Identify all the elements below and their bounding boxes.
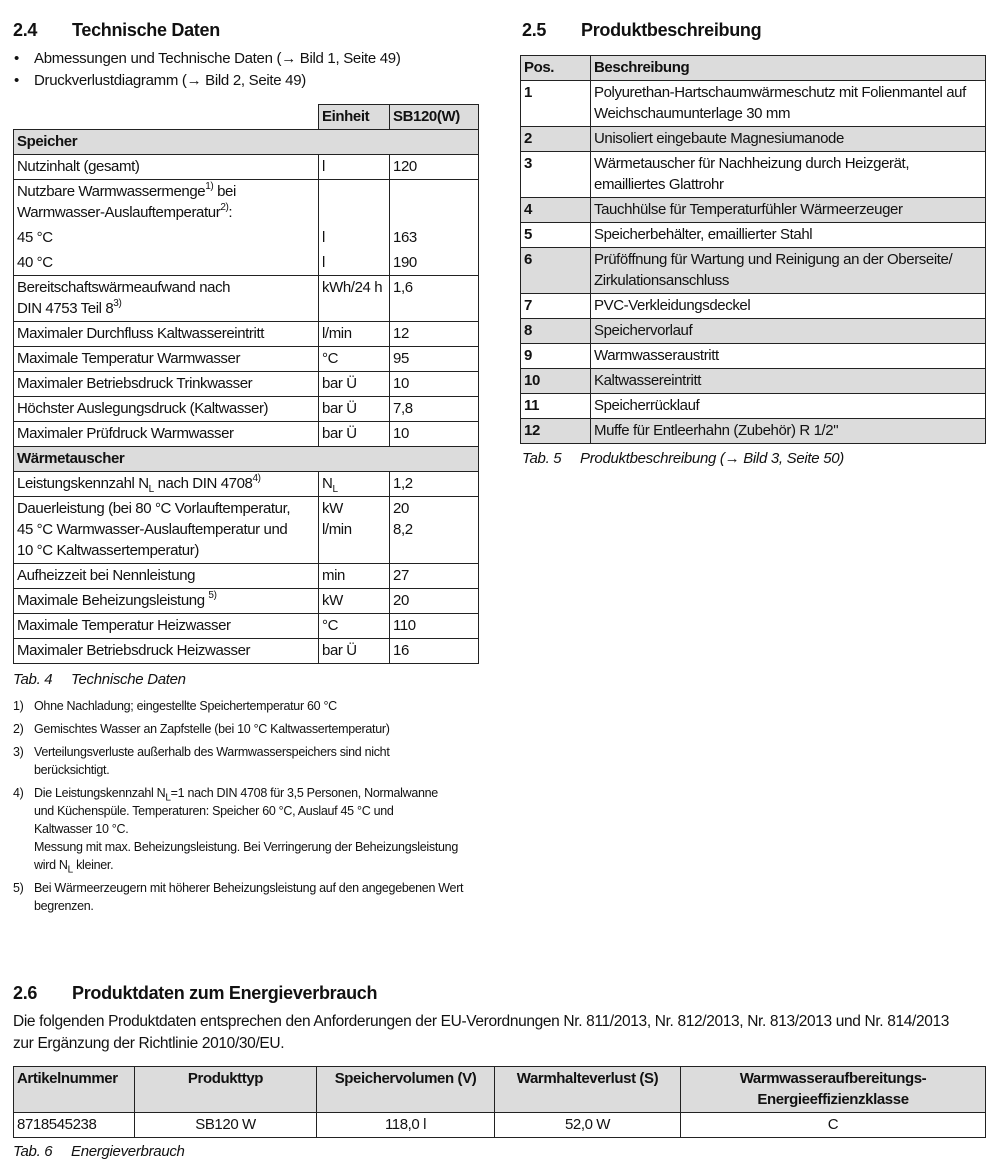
caption-text: Energieverbrauch [71, 1143, 185, 1160]
value-text: 163 [393, 229, 417, 246]
table-row [14, 639, 479, 664]
unit-text: l [322, 254, 325, 271]
row-pos: 8 [521, 319, 591, 344]
footnote-ref: 1) [205, 181, 214, 192]
paragraph-line: Die folgenden Produktdaten entsprechen den Anforderungen der EU-Verordnungen Nr. 811/2013, Nr. 812/2013, Nr. 813/2013 und Nr. 814/2013 [13, 1013, 950, 1030]
section-number: 2.4 [13, 20, 38, 40]
footnote-number: 5) [13, 881, 24, 895]
label-text: 10 °C Kaltwassertemperatur) [17, 542, 199, 559]
row-value: 10 [390, 372, 479, 397]
subscript: L [148, 484, 154, 495]
table-row [14, 564, 479, 589]
footnote-text: und Küchenspüle. Temperaturen: Speicher 60 °C, Auslauf 45 °C und [34, 804, 394, 818]
row-unit: bar Ü [319, 397, 390, 422]
unit-text: N [322, 475, 333, 492]
text-fragment: =1 nach DIN 4708 für 3,5 Personen, Normalwanne [170, 786, 438, 800]
label-text: nach DIN 4708 [153, 475, 253, 492]
list-item: • Druckverlustdiagramm (→ Bild 2, Seite 49) [13, 70, 483, 92]
row-label: Maximale Temperatur Heizwasser [14, 614, 319, 639]
row-description: Unisoliert eingebaute Magnesiumanode [591, 127, 986, 152]
row-description: Speicherrücklauf [591, 394, 986, 419]
row-description: PVC-Verkleidungsdeckel [591, 294, 986, 319]
row-pos: 1 [521, 81, 591, 127]
row-label: Maximaler Durchfluss Kaltwassereintritt [14, 322, 319, 347]
label-text: Leistungskennzahl N [17, 475, 149, 492]
row-label [14, 472, 319, 497]
row-label: Höchster Auslegungsdruck (Kaltwasser) [14, 397, 319, 422]
subscript: L [165, 792, 171, 804]
row-label [14, 589, 319, 614]
footnote-number: 4) [13, 786, 24, 800]
paragraph-line: zur Ergänzung der Richtlinie 2010/30/EU. [13, 1035, 285, 1052]
table-row [521, 419, 986, 444]
description-text: emailliertes Glattrohr [594, 176, 724, 193]
label-text: Warmwasser-Auslauftemperatur [17, 204, 221, 221]
label-text: : [228, 204, 233, 221]
text-fragment: kleiner. [72, 858, 114, 872]
table-row [521, 319, 986, 344]
footnote-text: begrenzen. [34, 899, 94, 913]
subscript: L [67, 864, 73, 876]
reference-list [13, 48, 483, 92]
intro-paragraph [13, 1011, 993, 1055]
section-heading-2-4 [13, 19, 220, 41]
table-row [14, 472, 479, 497]
row-pos: 11 [521, 394, 591, 419]
section-title: Technische Daten [72, 20, 220, 40]
table-caption-tab4 [13, 670, 186, 690]
energy-table [13, 1066, 986, 1138]
row-pos: 9 [521, 344, 591, 369]
caption-text: Technische Daten [71, 671, 186, 688]
row-pos: 3 [521, 152, 591, 198]
cell-effizienzklasse: C [681, 1113, 986, 1138]
cell-produkttyp: SB120 W [135, 1113, 317, 1138]
footnote-text: Messung mit max. Beheizungsleistung. Bei Verringerung der Beheizungsleistung [34, 840, 458, 854]
footnote-text [34, 784, 483, 802]
row-value: 16 [390, 639, 479, 664]
footnote-text: Bei Wärmeerzeugern mit höherer Beheizungsleistung auf den angegebenen Wert [34, 881, 464, 895]
cell-artikelnummer: 8718545238 [14, 1113, 135, 1138]
row-unit [319, 497, 390, 564]
row-unit [319, 180, 390, 276]
row-value: 120 [390, 155, 479, 180]
table-caption-tab5 [522, 449, 844, 469]
row-pos: 10 [521, 369, 591, 394]
footnote-text: Gemischtes Wasser an Zapfstelle (bei 10 °C Kaltwassertemperatur) [34, 722, 390, 736]
table-header-row [521, 56, 986, 81]
sub-label: 45 °C [17, 229, 53, 246]
section-number: 2.6 [13, 983, 38, 1003]
text-fragment: Die Leistungskennzahl N [34, 786, 166, 800]
footnote-text: Ohne Nachladung; eingestellte Speichertemperatur 60 °C [34, 699, 337, 713]
table-row [14, 155, 479, 180]
section-label-speicher: Speicher [14, 130, 479, 155]
header-effizienzklasse [681, 1067, 986, 1113]
label-text: Bereitschaftswärmeaufwand nach [17, 279, 231, 296]
row-unit: bar Ü [319, 372, 390, 397]
footnote [13, 743, 483, 779]
table-row [521, 152, 986, 198]
row-unit: bar Ü [319, 422, 390, 447]
label-text: Maximale Beheizungsleistung [17, 592, 209, 609]
row-value: 27 [390, 564, 479, 589]
table-section-row [14, 447, 479, 472]
description-text: Weichschaumunterlage 30 mm [594, 105, 791, 122]
product-description-table [520, 55, 986, 444]
label-text: DIN 4753 Teil 8 [17, 300, 114, 317]
section-heading-2-5 [522, 19, 761, 41]
row-unit: kWh/24 h [319, 276, 390, 322]
footnote [13, 697, 483, 715]
row-label [14, 497, 319, 564]
row-unit: °C [319, 614, 390, 639]
table-row [14, 1113, 986, 1138]
footnote-ref: 2) [220, 202, 229, 213]
row-description: Kaltwassereintritt [591, 369, 986, 394]
footnote-text: berücksichtigt. [34, 763, 110, 777]
row-unit: bar Ü [319, 639, 390, 664]
technical-data-table [13, 104, 479, 664]
table-row [14, 397, 479, 422]
description-text: Wärmetauscher für Nachheizung durch Heizgerät, [594, 155, 910, 172]
footnote [13, 720, 483, 738]
row-pos: 6 [521, 248, 591, 294]
section-title: Produktbeschreibung [581, 20, 762, 40]
label-text: Nutzbare Warmwassermenge [17, 183, 206, 200]
description-text: Prüföffnung für Wartung und Reinigung an der Oberseite/ [594, 251, 953, 268]
table-header-row [14, 1067, 986, 1113]
header-produkttyp: Produkttyp [135, 1067, 317, 1113]
caption-number: Tab. 5 [522, 450, 562, 467]
footnote-number: 3) [13, 745, 24, 759]
sub-label: 40 °C [17, 254, 53, 271]
footnote [13, 879, 483, 915]
header-text: Warmwasseraufbereitungs- [739, 1070, 927, 1087]
header-text: Energieeffizienzklasse [757, 1091, 909, 1108]
label-text: 45 °C Warmwasser-Auslauftemperatur und [17, 521, 288, 538]
table-row [521, 81, 986, 127]
row-label: Aufheizzeit bei Nennleistung [14, 564, 319, 589]
table-row [14, 347, 479, 372]
row-description: Warmwasseraustritt [591, 344, 986, 369]
section-label-waermetauscher: Wärmetauscher [14, 447, 479, 472]
row-description [591, 248, 986, 294]
caption-text: Produktbeschreibung (→ Bild 3, Seite 50) [580, 450, 844, 467]
row-label: Maximaler Prüfdruck Warmwasser [14, 422, 319, 447]
table-row [521, 223, 986, 248]
header-speichervolumen: Speichervolumen (V) [317, 1067, 495, 1113]
row-unit: l [319, 155, 390, 180]
row-unit [319, 472, 390, 497]
row-value: 95 [390, 347, 479, 372]
section-title: Produktdaten zum Energieverbrauch [72, 983, 378, 1003]
footnote-text [34, 856, 483, 874]
row-value: 20 [390, 589, 479, 614]
header-artikelnummer: Artikelnummer [14, 1067, 135, 1113]
row-description: Speicherbehälter, emaillierter Stahl [591, 223, 986, 248]
row-unit: min [319, 564, 390, 589]
section-heading-2-6 [13, 982, 377, 1004]
table-row [14, 422, 479, 447]
row-description: Tauchhülse für Temperaturfühler Wärmeerzeuger [591, 198, 986, 223]
row-pos: 4 [521, 198, 591, 223]
table-row [14, 497, 479, 564]
footnote-number: 1) [13, 699, 24, 713]
row-description: Muffe für Entleerhahn (Zubehör) R 1/2" [591, 419, 986, 444]
header-description: Beschreibung [591, 56, 986, 81]
footnote-number: 2) [13, 722, 24, 736]
footnote-text: Kaltwasser 10 °C. [34, 822, 129, 836]
header-empty-cell [14, 105, 319, 130]
row-pos: 12 [521, 419, 591, 444]
table-row [14, 180, 479, 276]
value-text: 190 [393, 254, 417, 271]
row-label: Maximaler Betriebsdruck Trinkwasser [14, 372, 319, 397]
table-row [521, 294, 986, 319]
subscript: L [332, 484, 338, 495]
value-text: 20 [393, 500, 409, 517]
row-value: 110 [390, 614, 479, 639]
footnote-text: Verteilungsverluste außerhalb des Warmwasserspeichers sind nicht [34, 745, 390, 759]
table-row [14, 276, 479, 322]
description-text: Polyurethan-Hartschaumwärmeschutz mit Folienmantel auf [594, 84, 966, 101]
header-warmhalteverlust: Warmhalteverlust (S) [495, 1067, 681, 1113]
footnotes [13, 697, 483, 920]
row-value: 7,8 [390, 397, 479, 422]
table-row [14, 614, 479, 639]
table-row [521, 127, 986, 152]
row-value [390, 497, 479, 564]
row-unit: l/min [319, 322, 390, 347]
table-row [14, 589, 479, 614]
row-value: 1,2 [390, 472, 479, 497]
row-pos: 2 [521, 127, 591, 152]
unit-text: l [322, 229, 325, 246]
row-label [14, 276, 319, 322]
footnote-ref: 3) [113, 298, 122, 309]
header-pos: Pos. [521, 56, 591, 81]
row-unit: kW [319, 589, 390, 614]
row-label: Maximaler Betriebsdruck Heizwasser [14, 639, 319, 664]
footnote-ref: 4) [252, 473, 261, 484]
label-text: bei [213, 183, 236, 200]
row-label: Maximale Temperatur Warmwasser [14, 347, 319, 372]
row-label [14, 180, 319, 276]
unit-text: kW [322, 500, 343, 517]
row-unit: °C [319, 347, 390, 372]
cell-speichervolumen: 118,0 l [317, 1113, 495, 1138]
row-pos: 7 [521, 294, 591, 319]
text-fragment: wird N [34, 858, 68, 872]
row-description [591, 152, 986, 198]
table-row [14, 372, 479, 397]
row-description [591, 81, 986, 127]
unit-text: l/min [322, 521, 352, 538]
row-value: 12 [390, 322, 479, 347]
caption-number: Tab. 4 [13, 671, 53, 688]
footnote-ref: 5) [208, 590, 217, 601]
header-value: SB120(W) [390, 105, 479, 130]
row-value: 10 [390, 422, 479, 447]
cell-warmhalteverlust: 52,0 W [495, 1113, 681, 1138]
table-row [521, 344, 986, 369]
row-value [390, 180, 479, 276]
row-value: 1,6 [390, 276, 479, 322]
header-unit: Einheit [319, 105, 390, 130]
table-caption-tab6 [13, 1142, 185, 1162]
table-row [521, 394, 986, 419]
table-row [521, 248, 986, 294]
table-header-row [14, 105, 479, 130]
table-row [14, 322, 479, 347]
table-row [521, 369, 986, 394]
section-number: 2.5 [522, 20, 547, 40]
footnote [13, 784, 483, 874]
caption-number: Tab. 6 [13, 1143, 53, 1160]
list-item: • Abmessungen und Technische Daten (→ Bild 1, Seite 49) [13, 48, 483, 70]
label-text: Dauerleistung (bei 80 °C Vorlauftemperatur, [17, 500, 291, 517]
description-text: Zirkulationsanschluss [594, 272, 729, 289]
row-description: Speichervorlauf [591, 319, 986, 344]
row-label: Nutzinhalt (gesamt) [14, 155, 319, 180]
table-row [521, 198, 986, 223]
table-section-row [14, 130, 479, 155]
value-text: 8,2 [393, 521, 413, 538]
row-pos: 5 [521, 223, 591, 248]
